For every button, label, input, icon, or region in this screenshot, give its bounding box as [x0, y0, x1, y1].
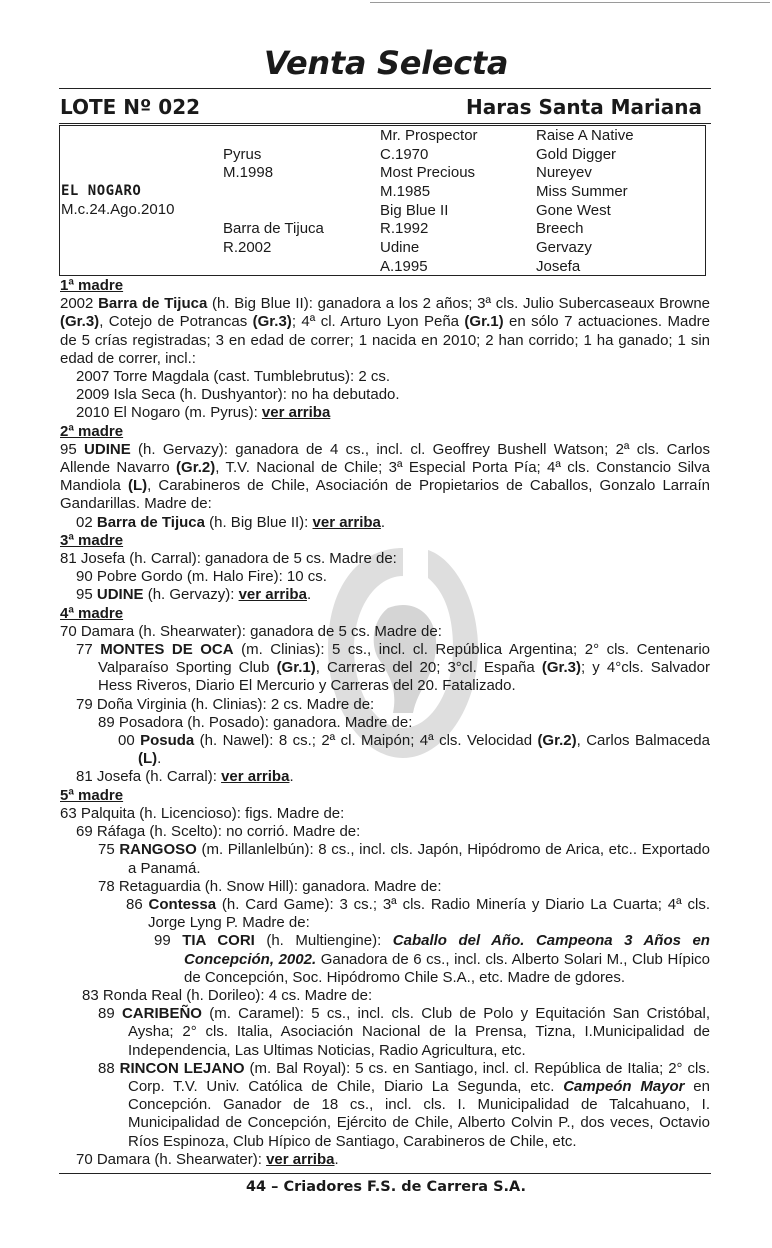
madre1-description — [60, 295, 710, 368]
text: (h. Big Blue II): ganadora a los 2 años; 3ª cls. Julio Subercaseaux Browne — [207, 295, 711, 313]
horse-name: Contessa — [148, 895, 217, 913]
offspring-line: 78 Retaguardia (h. Snow Hill): ganadora. Madre de: — [98, 877, 442, 895]
offspring-line — [60, 514, 710, 532]
text: (h. Big Blue II): — [204, 513, 313, 531]
text: (m. Bal Royal): 5 cs. en Santiago, incl. cl. República de Italia; 2° cls. Corp. T.V. Univ. Católica de Chile, Diario La Segunda, etc. — [128, 1059, 710, 1095]
text: Ganadora de 6 cs., incl. cls. Alberto Solari M., Club Hípico de Concepción, Soc. Hipódromo Chile S.A., etc. Madre de gdores. — [184, 950, 710, 986]
see-above-link[interactable]: ver arriba — [261, 404, 331, 422]
text: . — [306, 586, 312, 604]
text: , T.V. Nacional de Chile; 3ª Especial Porta Pía; 4ª cls. Constancio Silva Mandiola — [60, 459, 710, 495]
section-heading-madre5: 5ª madre — [60, 786, 124, 804]
section-heading-madre3: 3ª madre — [60, 531, 124, 549]
text: 2010 El Nogaro (m. Pyrus): — [76, 404, 262, 422]
see-above-link[interactable]: ver arriba — [266, 1150, 335, 1168]
year: 00 — [118, 732, 141, 750]
pedigree-cell: Gervazy — [536, 239, 592, 257]
see-above-link[interactable]: ver arriba — [238, 586, 307, 604]
grade: (Gr.3) — [541, 659, 582, 677]
pedigree-cell: Most Precious — [380, 164, 476, 182]
pedigree-text — [60, 277, 710, 1169]
award-text: Campeón Mayor — [563, 1077, 685, 1095]
madre5-description: 63 Palquita (h. Licencioso): figs. Madre de: — [60, 804, 345, 822]
offspring-line: 2009 Isla Seca (h. Dushyantor): no ha debutado. — [76, 386, 400, 404]
year: 75 — [98, 841, 120, 859]
pedigree-cell: C.1970 — [380, 145, 429, 163]
text: 70 Damara (h. Shearwater): — [76, 1150, 267, 1168]
award-text: Caballo del Año. Campeona 3 Años en Concepción, 2002. — [184, 932, 710, 968]
grade: (L) — [138, 750, 158, 768]
page-title: Venta Selecta — [263, 44, 509, 82]
grade: (Gr.1) — [276, 659, 316, 677]
madre4-description: 70 Damara (h. Shearwater): ganadora de 5 cs. Madre de: — [60, 622, 442, 640]
text: (m. Pillanlelbún): 8 cs., incl. cls. Japón, Hipódromo de Arica, etc.. Exportado a Panamá. — [128, 841, 710, 877]
page-footer: 44 – Criadores F.S. de Carrera S.A. — [245, 1179, 527, 1195]
section-heading-madre4: 4ª madre — [60, 604, 124, 622]
pedigree-great-grandparents-col — [536, 127, 634, 277]
offspring-line — [60, 768, 710, 786]
pedigree-cell: Miss Summer — [536, 183, 628, 201]
grade: (Gr.2) — [176, 459, 216, 477]
text: , Carabineros de Chile, Asociación de Propietarios de Caballos, Gonzalo Larraín Gandarillas. Madre de: — [60, 477, 710, 513]
year: 95 — [76, 586, 97, 604]
text: (h. Multiengine): — [254, 932, 393, 950]
text: , Carreras del 20; 3°cl. España — [315, 659, 542, 677]
year: 2002 — [60, 295, 99, 313]
text: (h. Gervazy): ganadora de 4 cs., incl. cl. Geoffrey Bushell Watson; 2ª cls. Carlos Allende Navarro — [60, 440, 710, 477]
see-above-link[interactable]: ver arriba — [312, 513, 381, 531]
pedigree-cell: Breech — [536, 220, 584, 238]
pedigree-cell: Josefa — [536, 257, 581, 275]
text: (m. Clinias): 5 cs., incl. cl. República Argentina; 2° cls. Centenario Valparaíso Sporting Club — [98, 641, 711, 677]
offspring-line — [60, 841, 710, 877]
text: 81 Josefa (h. Carral): — [76, 768, 222, 786]
horse-name: Posuda — [140, 732, 195, 750]
year: 95 — [60, 440, 85, 458]
pedigree-cell — [223, 258, 324, 277]
year: 99 — [154, 932, 183, 950]
pedigree-cell: Udine — [380, 239, 420, 257]
text: ; y 4°cls. Salvador Hess Riveros, Diario El Mercurio y Carreras del 20. Fatalizado. — [98, 659, 710, 695]
pedigree-cell: Gold Digger — [536, 145, 617, 163]
horse-name: TIA CORI — [182, 932, 255, 950]
offspring-line: 69 Ráfaga (h. Scelto): no corrió. Madre de: — [76, 823, 361, 841]
header-divider — [59, 123, 711, 124]
pedigree-cell: R.1992 — [380, 220, 429, 238]
section-heading-madre2: 2ª madre — [60, 422, 124, 440]
pedigree-cell: Gone West — [536, 201, 611, 219]
offspring-line — [60, 1005, 710, 1060]
text: (h. Nawel): 8 cs.; 2ª cl. Maipón; 4ª cls. Velocidad — [194, 732, 538, 750]
text: ; 4ª cl. Arturo Lyon Peña — [291, 313, 465, 331]
offspring-line — [60, 586, 710, 604]
pedigree-cell — [223, 183, 324, 202]
offspring-line — [60, 1060, 710, 1151]
footer-divider — [59, 1173, 711, 1174]
text: en sólo 7 actuaciones. Madre de 5 crías registradas; 3 en edad de correr; 1 nacida en 2010; 2 han corrido; 1 ha ganado; 1 sin edad de correr, incl.: — [60, 313, 710, 367]
text: (h. Gervazy): — [143, 586, 239, 604]
pedigree-sires-col — [223, 127, 324, 277]
offspring-line: 90 Pobre Gordo (m. Halo Fire): 10 cs. — [76, 568, 327, 586]
lot-number: LOTE Nº 022 — [60, 95, 201, 119]
year: 88 — [98, 1059, 120, 1077]
text: . — [157, 750, 162, 768]
title-divider — [59, 88, 711, 89]
madre3-description: 81 Josefa (h. Carral): ganadora de 5 cs. Madre de: — [60, 550, 397, 568]
text: . — [380, 513, 386, 531]
grade: (L) — [127, 477, 148, 495]
offspring-line — [60, 896, 710, 932]
pedigree-cell: M.1998 — [223, 164, 274, 182]
grade: (Gr.3) — [252, 313, 292, 331]
offspring-line: 89 Posadora (h. Posado): ganadora. Madre de: — [98, 713, 413, 731]
offspring-line — [60, 404, 710, 422]
year: 77 — [76, 641, 101, 659]
text: . — [289, 768, 294, 786]
grade: (Gr.2) — [537, 732, 577, 750]
offspring-line — [60, 932, 710, 987]
horse-name: UDINE — [96, 586, 144, 604]
pedigree-cell — [223, 202, 324, 221]
year: 89 — [98, 1005, 122, 1023]
pedigree-cell: Nureyev — [536, 164, 592, 182]
horse-name: MONTES DE OCA — [100, 641, 234, 659]
see-above-link[interactable]: ver arriba — [221, 768, 290, 786]
top-rule — [370, 2, 770, 3]
horse-name: UDINE — [84, 440, 131, 458]
horse-name: EL NOGARO — [61, 183, 142, 199]
offspring-line: 79 Doña Virginia (h. Clinias): 2 cs. Madre de: — [76, 695, 375, 713]
section-heading-madre1: 1ª madre — [60, 277, 124, 294]
text: , Cotejo de Potrancas — [99, 313, 253, 331]
pedigree-cell: A.1995 — [380, 257, 428, 275]
text: (h. Card Game): 3 cs.; 3ª cls. Radio Minería y Diario La Cuarta; 4ª cls. Jorge Lyng P. Madre de: — [148, 895, 710, 932]
pedigree-cell: R.2002 — [223, 239, 272, 257]
pedigree-cell: Big Blue II — [380, 201, 449, 219]
pedigree-cell — [223, 127, 324, 146]
offspring-line — [60, 641, 710, 696]
offspring-line: 83 Ronda Real (h. Dorileo): 4 cs. Madre de: — [82, 986, 373, 1004]
pedigree-cell: Mr. Prospector — [380, 127, 478, 144]
pedigree-table — [59, 125, 706, 276]
horse-name: Barra de Tijuca — [96, 513, 205, 531]
pedigree-cell: M.1985 — [380, 183, 431, 201]
grade: (Gr.3) — [60, 313, 100, 331]
text: (m. Caramel): 5 cs., incl. cls. Club de Polo y Equitación San Cristóbal, Aysha; 2° cls. Italia, Asociación Nacional de la Prensa, Tizna, I.Municipalidad de Independencia, Las Ultimas Noticias, Radio Agricultura, etc. — [128, 1005, 710, 1059]
pedigree-grandparents-col — [380, 127, 478, 277]
offspring-line: 2007 Torre Magdala (cast. Tumblebrutus): 2 cs. — [76, 368, 391, 386]
year: 86 — [126, 895, 149, 913]
horse-info: M.c.24.Ago.2010 — [61, 200, 175, 218]
stud-farm-name: Haras Santa Mariana — [466, 95, 702, 119]
grade: (Gr.1) — [464, 313, 504, 331]
horse-name: CARIBEÑO — [121, 1005, 202, 1023]
horse-name: RANGOSO — [119, 841, 197, 859]
madre2-description — [60, 441, 710, 514]
text: , Carlos Balmaceda — [576, 732, 710, 750]
horse-name: Barra de Tijuca — [98, 295, 208, 313]
horse-name: RINCON LEJANO — [119, 1059, 245, 1077]
pedigree-cell: Pyrus — [223, 145, 262, 163]
pedigree-cell: Raise A Native — [536, 127, 634, 144]
offspring-line — [60, 732, 710, 768]
text: . — [334, 1150, 339, 1168]
pedigree-cell: Barra de Tijuca — [223, 220, 324, 238]
offspring-line — [60, 1151, 710, 1169]
pedigree-horse — [61, 182, 174, 219]
text: en Concepción. Ganador de 18 cs., incl. cls. I. Municipalidad de Talcahuano, I. Municipalidad de Concepción, Ejército de Chile, Alberto Colvin P., dos veces, Octavio Ríos Espinoza, Club Hípico de Santiago, Carabineros de Chile, etc. — [128, 1077, 710, 1150]
year: 02 — [76, 513, 97, 531]
